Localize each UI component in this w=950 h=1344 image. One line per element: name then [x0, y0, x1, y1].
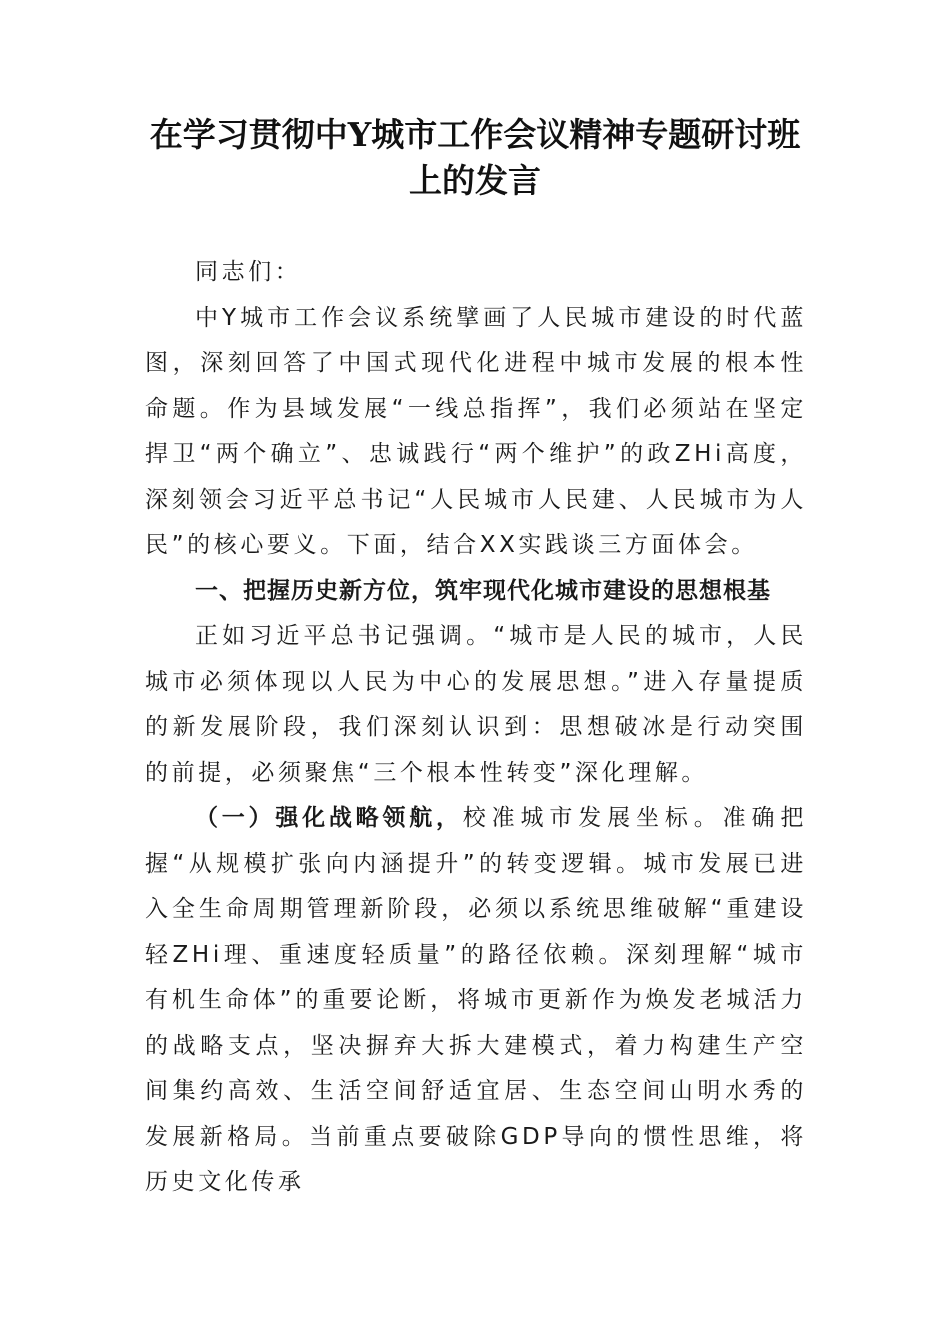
paragraph-section-1: 正如习近平总书记强调。“城市是人民的城市，人民城市必须体现以人民为中心的发展思想。”进入存量提质的新发展阶段，我们深刻认识到：思想破冰是行动突围的前提，必须聚焦“三个根本性转变”深化理解。 [145, 623, 807, 786]
salutation: 同志们： [195, 259, 302, 285]
subsection-lead: （一）强化战略领航， [195, 805, 463, 831]
subsection-text: 校准城市发展坐标。准确把握“从规模扩张向内涵提升”的转变逻辑。城市发展已进入全生命周期管理新阶段，必须以系统思维破解“重建设轻ZHi理、重速度轻质量”的路径依赖。深刻理解“城市有机生命体”的重要论断，将城市更新作为焕发老城活力的战略支点，坚决摒弃大拆大建模式，着力构建生产空间集约高效、生活空间舒适宜居、生态空间山明水秀的发展新格局。当前重点要破除GDP导向的惯性思维，将历史文化传承 [145, 805, 808, 1195]
document-title: 在学习贯彻中Y城市工作会议精神专题研讨班上的发言 [149, 115, 801, 200]
paragraph-subsection-1 [145, 796, 807, 1206]
paragraph-intro: 中Y城市工作会议系统擘画了人民城市建设的时代蓝图，深刻回答了中国式现代化进程中城市发展的根本性命题。作为县域发展“一线总指挥”，我们必须站在坚定捍卫“两个确立”、忠诚践行“两个维护”的政ZHi高度，深刻领会习近平总书记“人民城市人民建、人民城市为人民”的核心要义。下面，结合XX实践谈三方面体会。 [145, 304, 807, 558]
document-body [145, 250, 807, 1206]
section-heading-1: 一、把握历史新方位，筑牢现代化城市建设的思想根基 [195, 577, 771, 604]
